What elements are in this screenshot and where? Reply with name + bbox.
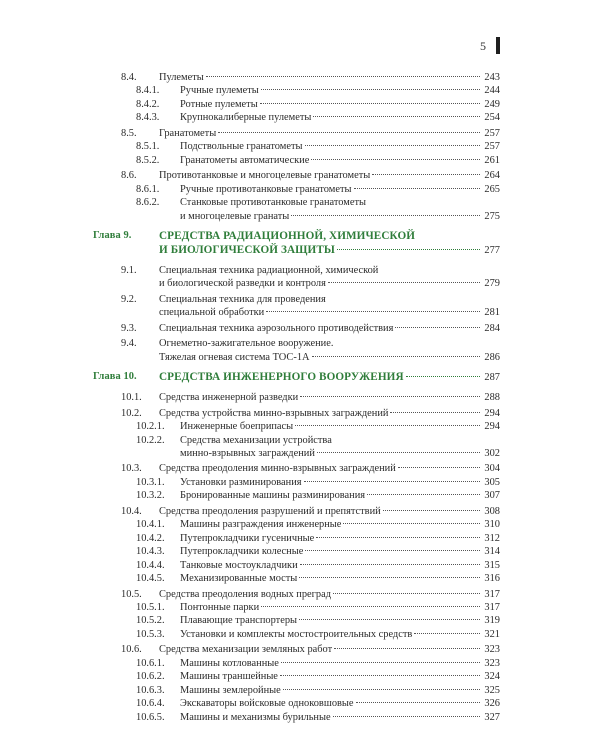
- toc-entry-number: 10.2.1.: [136, 421, 165, 433]
- toc-entry-number: 8.6.1.: [136, 183, 160, 195]
- toc-entry[interactable]: [0, 322, 600, 335]
- toc-leader-dots: [334, 648, 480, 649]
- toc-entry-title: Ручные противотанковые гранатометы: [180, 183, 352, 195]
- toc-entry-page: 319: [484, 615, 500, 627]
- toc-entry-title: Понтонные парки: [180, 601, 260, 613]
- toc-entry-page: 325: [484, 684, 500, 696]
- toc-leader-dots: [383, 510, 480, 511]
- toc-entry[interactable]: [0, 210, 600, 223]
- toc-entry-title: Специальная техника аэрозольного противодействия: [159, 322, 394, 334]
- toc-entry[interactable]: [0, 489, 600, 502]
- toc-entry-number: 8.4.3.: [136, 112, 160, 124]
- toc-entry-number: 10.6.4.: [136, 698, 165, 710]
- toc-entry-page: 275: [484, 210, 500, 222]
- toc-entry-number: 10.6.3.: [136, 684, 165, 696]
- toc-entry-number: 9.2.: [121, 293, 137, 305]
- toc-entry-page: 316: [484, 573, 500, 585]
- toc-leader-dots: [295, 425, 480, 426]
- toc-leader-dots: [312, 356, 480, 357]
- toc-entry-title: специальной обработки: [159, 307, 265, 319]
- toc-entry-page: 305: [484, 476, 500, 488]
- toc-entry[interactable]: [0, 601, 600, 614]
- toc-entry-title: Машины траншейные: [180, 671, 278, 683]
- toc-entry-number: 10.6.5.: [136, 711, 165, 723]
- toc-entry[interactable]: [0, 476, 600, 489]
- toc-entry[interactable]: [0, 572, 600, 585]
- toc-entry-page: 323: [484, 644, 500, 656]
- toc-entry-page: 261: [484, 154, 500, 166]
- toc-entry-title: СРЕДСТВА РАДИАЦИОННОЙ, ХИМИЧЕСКОЙ: [159, 229, 416, 242]
- toc-entry[interactable]: [0, 643, 600, 656]
- toc-entry-number: 10.4.2.: [136, 532, 165, 544]
- toc-leader-dots: [395, 327, 480, 328]
- toc-entry-number: 10.5.2.: [136, 615, 165, 627]
- toc-entry-number: 8.5.: [121, 127, 137, 139]
- toc-entry-page: 249: [484, 98, 500, 110]
- toc-entry[interactable]: [0, 657, 600, 670]
- toc-entry[interactable]: [0, 711, 600, 724]
- toc-entry[interactable]: [0, 169, 600, 182]
- toc-entry-page: 304: [484, 463, 500, 475]
- toc-entry[interactable]: [0, 420, 600, 433]
- toc-entry-page: 317: [484, 588, 500, 600]
- toc-entry-title: Гранатометы: [159, 127, 217, 139]
- toc-entry-number: 10.6.1.: [136, 657, 165, 669]
- toc-entry-number: 10.4.4.: [136, 559, 165, 571]
- toc-entry-title: СРЕДСТВА ИНЖЕНЕРНОГО ВООРУЖЕНИЯ: [159, 371, 404, 384]
- toc-entry[interactable]: [0, 98, 600, 111]
- toc-leader-dots: [333, 716, 480, 717]
- toc-leader-dots: [261, 606, 480, 607]
- toc-entry-page: 279: [484, 278, 500, 290]
- toc-entry-title: Машины землеройные: [180, 684, 281, 696]
- toc-entry-title: и биологической разведки и контроля: [159, 278, 326, 290]
- toc-entry[interactable]: [0, 518, 600, 531]
- toc-entry[interactable]: [0, 127, 600, 140]
- toc-entry-title: Специальная техника радиационной, химической: [159, 264, 379, 276]
- toc-entry-page: 321: [484, 628, 500, 640]
- toc-leader-dots: [260, 103, 480, 104]
- toc-entry[interactable]: [0, 264, 600, 277]
- toc-entry-title: Тяжелая огневая система ТОС-1А: [159, 351, 310, 363]
- toc-entry-page: 317: [484, 601, 500, 613]
- toc-entry[interactable]: [0, 154, 600, 167]
- toc-entry-title: Пулеметы: [159, 72, 204, 83]
- toc-leader-dots: [261, 89, 480, 90]
- toc-entry[interactable]: [0, 277, 600, 290]
- toc-entry-page: 327: [484, 711, 500, 723]
- toc-entry-title: Средства механизации земляных работ: [159, 644, 333, 656]
- toc-entry-title: Танковые мостоукладчики: [180, 559, 298, 571]
- toc-entry-page: 243: [484, 72, 500, 83]
- toc-entry-number: 10.3.2.: [136, 490, 165, 502]
- toc-entry[interactable]: [0, 628, 600, 641]
- toc-chapter-row[interactable]: [0, 229, 600, 243]
- toc-entry-title: Огнеметно-зажигательное вооружение.: [159, 338, 334, 350]
- toc-entry-page: 257: [484, 127, 500, 139]
- toc-entry-title: Плавающие транспортеры: [180, 615, 298, 627]
- toc-entry-number: 9.1.: [121, 264, 137, 276]
- toc-entry-number: 8.4.1.: [136, 85, 160, 97]
- toc-entry-number: 10.1.: [121, 392, 142, 404]
- toc-entry-title: Установки разминирования: [180, 476, 302, 488]
- toc-entry-title: минно-взрывных заграждений: [180, 447, 315, 459]
- toc-entry[interactable]: [0, 545, 600, 558]
- toc-leader-dots: [300, 564, 480, 565]
- toc-entry-title: Гранатометы автоматические: [180, 154, 310, 166]
- toc-entry[interactable]: [0, 293, 600, 306]
- toc-entry-title: Путепрокладчики колесные: [180, 546, 304, 558]
- toc-entry-title: Средства устройства минно-взрывных заграждений: [159, 407, 389, 419]
- toc-entry-number: 10.5.: [121, 588, 142, 600]
- toc-entry-number: 8.6.2.: [136, 197, 160, 209]
- toc-entry-number: 10.5.1.: [136, 601, 165, 613]
- toc-entry-number: 10.6.: [121, 644, 142, 656]
- toc-entry[interactable]: [0, 196, 600, 209]
- toc-entry-page: 257: [484, 141, 500, 153]
- toc-entry-number: 8.5.1.: [136, 141, 160, 153]
- toc-entry[interactable]: [0, 84, 600, 97]
- toc-leader-dots: [299, 577, 480, 578]
- toc-entry-number: 10.3.1.: [136, 476, 165, 488]
- toc-entry[interactable]: [0, 434, 600, 447]
- toc-entry-page: 287: [484, 372, 500, 384]
- toc-leader-dots: [328, 282, 480, 283]
- toc-leader-dots: [414, 633, 480, 634]
- toc-leader-dots: [356, 702, 480, 703]
- toc-entry-number: 10.4.3.: [136, 546, 165, 558]
- toc-leader-dots: [398, 467, 480, 468]
- toc-entry-page: 315: [484, 559, 500, 571]
- toc-entry-page: 310: [484, 519, 500, 531]
- toc-leader-dots: [406, 376, 480, 377]
- toc-leader-dots: [280, 675, 480, 676]
- page-number: 5: [480, 39, 486, 53]
- toc-entry-number: 8.6.: [121, 170, 137, 182]
- toc-leader-dots: [337, 249, 480, 250]
- toc-entry-number: Глава 10.: [93, 371, 137, 383]
- toc-entry[interactable]: [0, 351, 600, 364]
- toc-leader-dots: [317, 452, 480, 453]
- toc-entry-number: 10.5.3.: [136, 628, 165, 640]
- toc-leader-dots: [367, 494, 480, 495]
- toc-entry[interactable]: [0, 140, 600, 153]
- toc-entry-title: Машины разграждения инженерные: [180, 519, 342, 531]
- toc-entry-title: Экскаваторы войсковые одноковшовые: [180, 698, 354, 710]
- toc-entry-number: 10.4.: [121, 505, 142, 517]
- toc-leader-dots: [291, 215, 480, 216]
- toc-entry-page: 277: [484, 244, 500, 256]
- toc-entry-page: 307: [484, 490, 500, 502]
- toc-entry[interactable]: [0, 447, 600, 460]
- toc-entry-page: 308: [484, 505, 500, 517]
- toc-entry-title: Средства инженерной разведки: [159, 392, 299, 404]
- toc-entry-title: Ручные пулеметы: [180, 85, 259, 97]
- toc-entry[interactable]: [0, 588, 600, 601]
- toc-entry-number: Глава 9.: [93, 229, 132, 241]
- toc-entry[interactable]: [0, 391, 600, 404]
- toc-entry-number: 10.3.: [121, 463, 142, 475]
- toc-entry-page: 312: [484, 532, 500, 544]
- toc-entry-title: Инженерные боеприпасы: [180, 421, 294, 433]
- toc-leader-dots: [283, 689, 480, 690]
- toc-entry-title: Машины и механизмы бурильные: [180, 711, 331, 723]
- toc-entry-number: 10.6.2.: [136, 671, 165, 683]
- toc-entry-title: Средства преодоления водных преград: [159, 588, 331, 600]
- toc-entry-page: 284: [484, 322, 500, 334]
- toc-entry-page: 288: [484, 392, 500, 404]
- toc-entry-title: Подствольные гранатометы: [180, 141, 303, 153]
- toc-entry-title: Противотанковые и многоцелевые гранатометы: [159, 170, 371, 182]
- toc-leader-dots: [372, 174, 480, 175]
- toc-entry-number: 8.5.2.: [136, 154, 160, 166]
- toc-entry-number: 10.2.: [121, 407, 142, 419]
- toc-entry[interactable]: [0, 532, 600, 545]
- toc-entry-page: 244: [484, 85, 500, 97]
- toc-leader-dots: [281, 662, 480, 663]
- toc-leader-dots: [313, 116, 480, 117]
- toc-entry[interactable]: [0, 337, 600, 350]
- toc-entry[interactable]: [0, 697, 600, 710]
- toc-entry[interactable]: [0, 306, 600, 319]
- toc-entry-title: Станковые противотанковые гранатометы: [180, 197, 366, 209]
- toc-entry-number: 8.4.2.: [136, 98, 160, 110]
- toc-entry-number: 10.4.1.: [136, 519, 165, 531]
- toc-leader-dots: [305, 550, 480, 551]
- table-of-contents: [0, 71, 600, 724]
- toc-entry-title: Крупнокалиберные пулеметы: [180, 112, 312, 124]
- toc-leader-dots: [316, 537, 480, 538]
- toc-entry-number: 10.4.5.: [136, 573, 165, 585]
- toc-entry-title: Бронированные машины разминирования: [180, 490, 366, 502]
- toc-entry-page: 265: [484, 183, 500, 195]
- toc-entry[interactable]: [0, 111, 600, 124]
- toc-chapter-row[interactable]: [0, 243, 600, 258]
- toc-leader-dots: [305, 145, 481, 146]
- toc-entry-number: 10.2.2.: [136, 434, 165, 446]
- toc-entry[interactable]: [0, 462, 600, 475]
- toc-entry[interactable]: [0, 559, 600, 572]
- toc-leader-dots: [333, 593, 480, 594]
- toc-entry[interactable]: [0, 684, 600, 697]
- toc-entry-title: Машины котлованные: [180, 657, 279, 669]
- toc-leader-dots: [304, 481, 480, 482]
- toc-leader-dots: [390, 412, 480, 413]
- toc-leader-dots: [299, 619, 480, 620]
- toc-leader-dots: [354, 188, 481, 189]
- toc-entry[interactable]: [0, 183, 600, 196]
- toc-entry-title: Средства преодоления разрушений и препятствий: [159, 505, 381, 517]
- toc-entry[interactable]: [0, 71, 600, 84]
- toc-leader-dots: [206, 76, 480, 77]
- toc-entry-title: Ротные пулеметы: [180, 98, 258, 110]
- toc-entry-title: Специальная техника для проведения: [159, 293, 326, 305]
- toc-leader-dots: [266, 311, 480, 312]
- toc-entry-page: 324: [484, 671, 500, 683]
- toc-entry-title: Средства механизации устройства: [180, 434, 332, 446]
- toc-entry-title: Механизированные мосты: [180, 573, 298, 585]
- toc-entry[interactable]: [0, 505, 600, 518]
- toc-entry-number: 9.4.: [121, 338, 137, 350]
- toc-entry-page: 326: [484, 698, 500, 710]
- toc-entry-page: 294: [484, 407, 500, 419]
- toc-leader-dots: [218, 132, 480, 133]
- toc-entry-page: 264: [484, 170, 500, 182]
- toc-chapter-row[interactable]: [0, 370, 600, 385]
- toc-entry-title: И БИОЛОГИЧЕСКОЙ ЗАЩИТЫ: [159, 243, 336, 256]
- toc-entry[interactable]: [0, 614, 600, 627]
- toc-entry-number: 8.4.: [121, 72, 137, 83]
- toc-entry-title: и многоцелевые гранаты: [180, 210, 290, 222]
- toc-entry-page: 323: [484, 657, 500, 669]
- toc-entry-page: 254: [484, 112, 500, 124]
- toc-entry-page: 281: [484, 307, 500, 319]
- toc-entry[interactable]: [0, 670, 600, 683]
- toc-leader-dots: [343, 523, 480, 524]
- toc-entry-page: 294: [484, 421, 500, 433]
- toc-entry-title: Путепрокладчики гусеничные: [180, 532, 315, 544]
- toc-entry-title: Установки и комплекты мостостроительных средств: [180, 628, 413, 640]
- toc-leader-dots: [300, 396, 480, 397]
- toc-entry-page: 286: [484, 351, 500, 363]
- toc-entry-page: 302: [484, 447, 500, 459]
- page-number-bar: [496, 37, 500, 54]
- toc-entry-title: Средства преодоления минно-взрывных заграждений: [159, 463, 396, 475]
- toc-entry-number: 9.3.: [121, 322, 137, 334]
- toc-leader-dots: [311, 159, 480, 160]
- toc-entry[interactable]: [0, 407, 600, 420]
- toc-entry-page: 314: [484, 546, 500, 558]
